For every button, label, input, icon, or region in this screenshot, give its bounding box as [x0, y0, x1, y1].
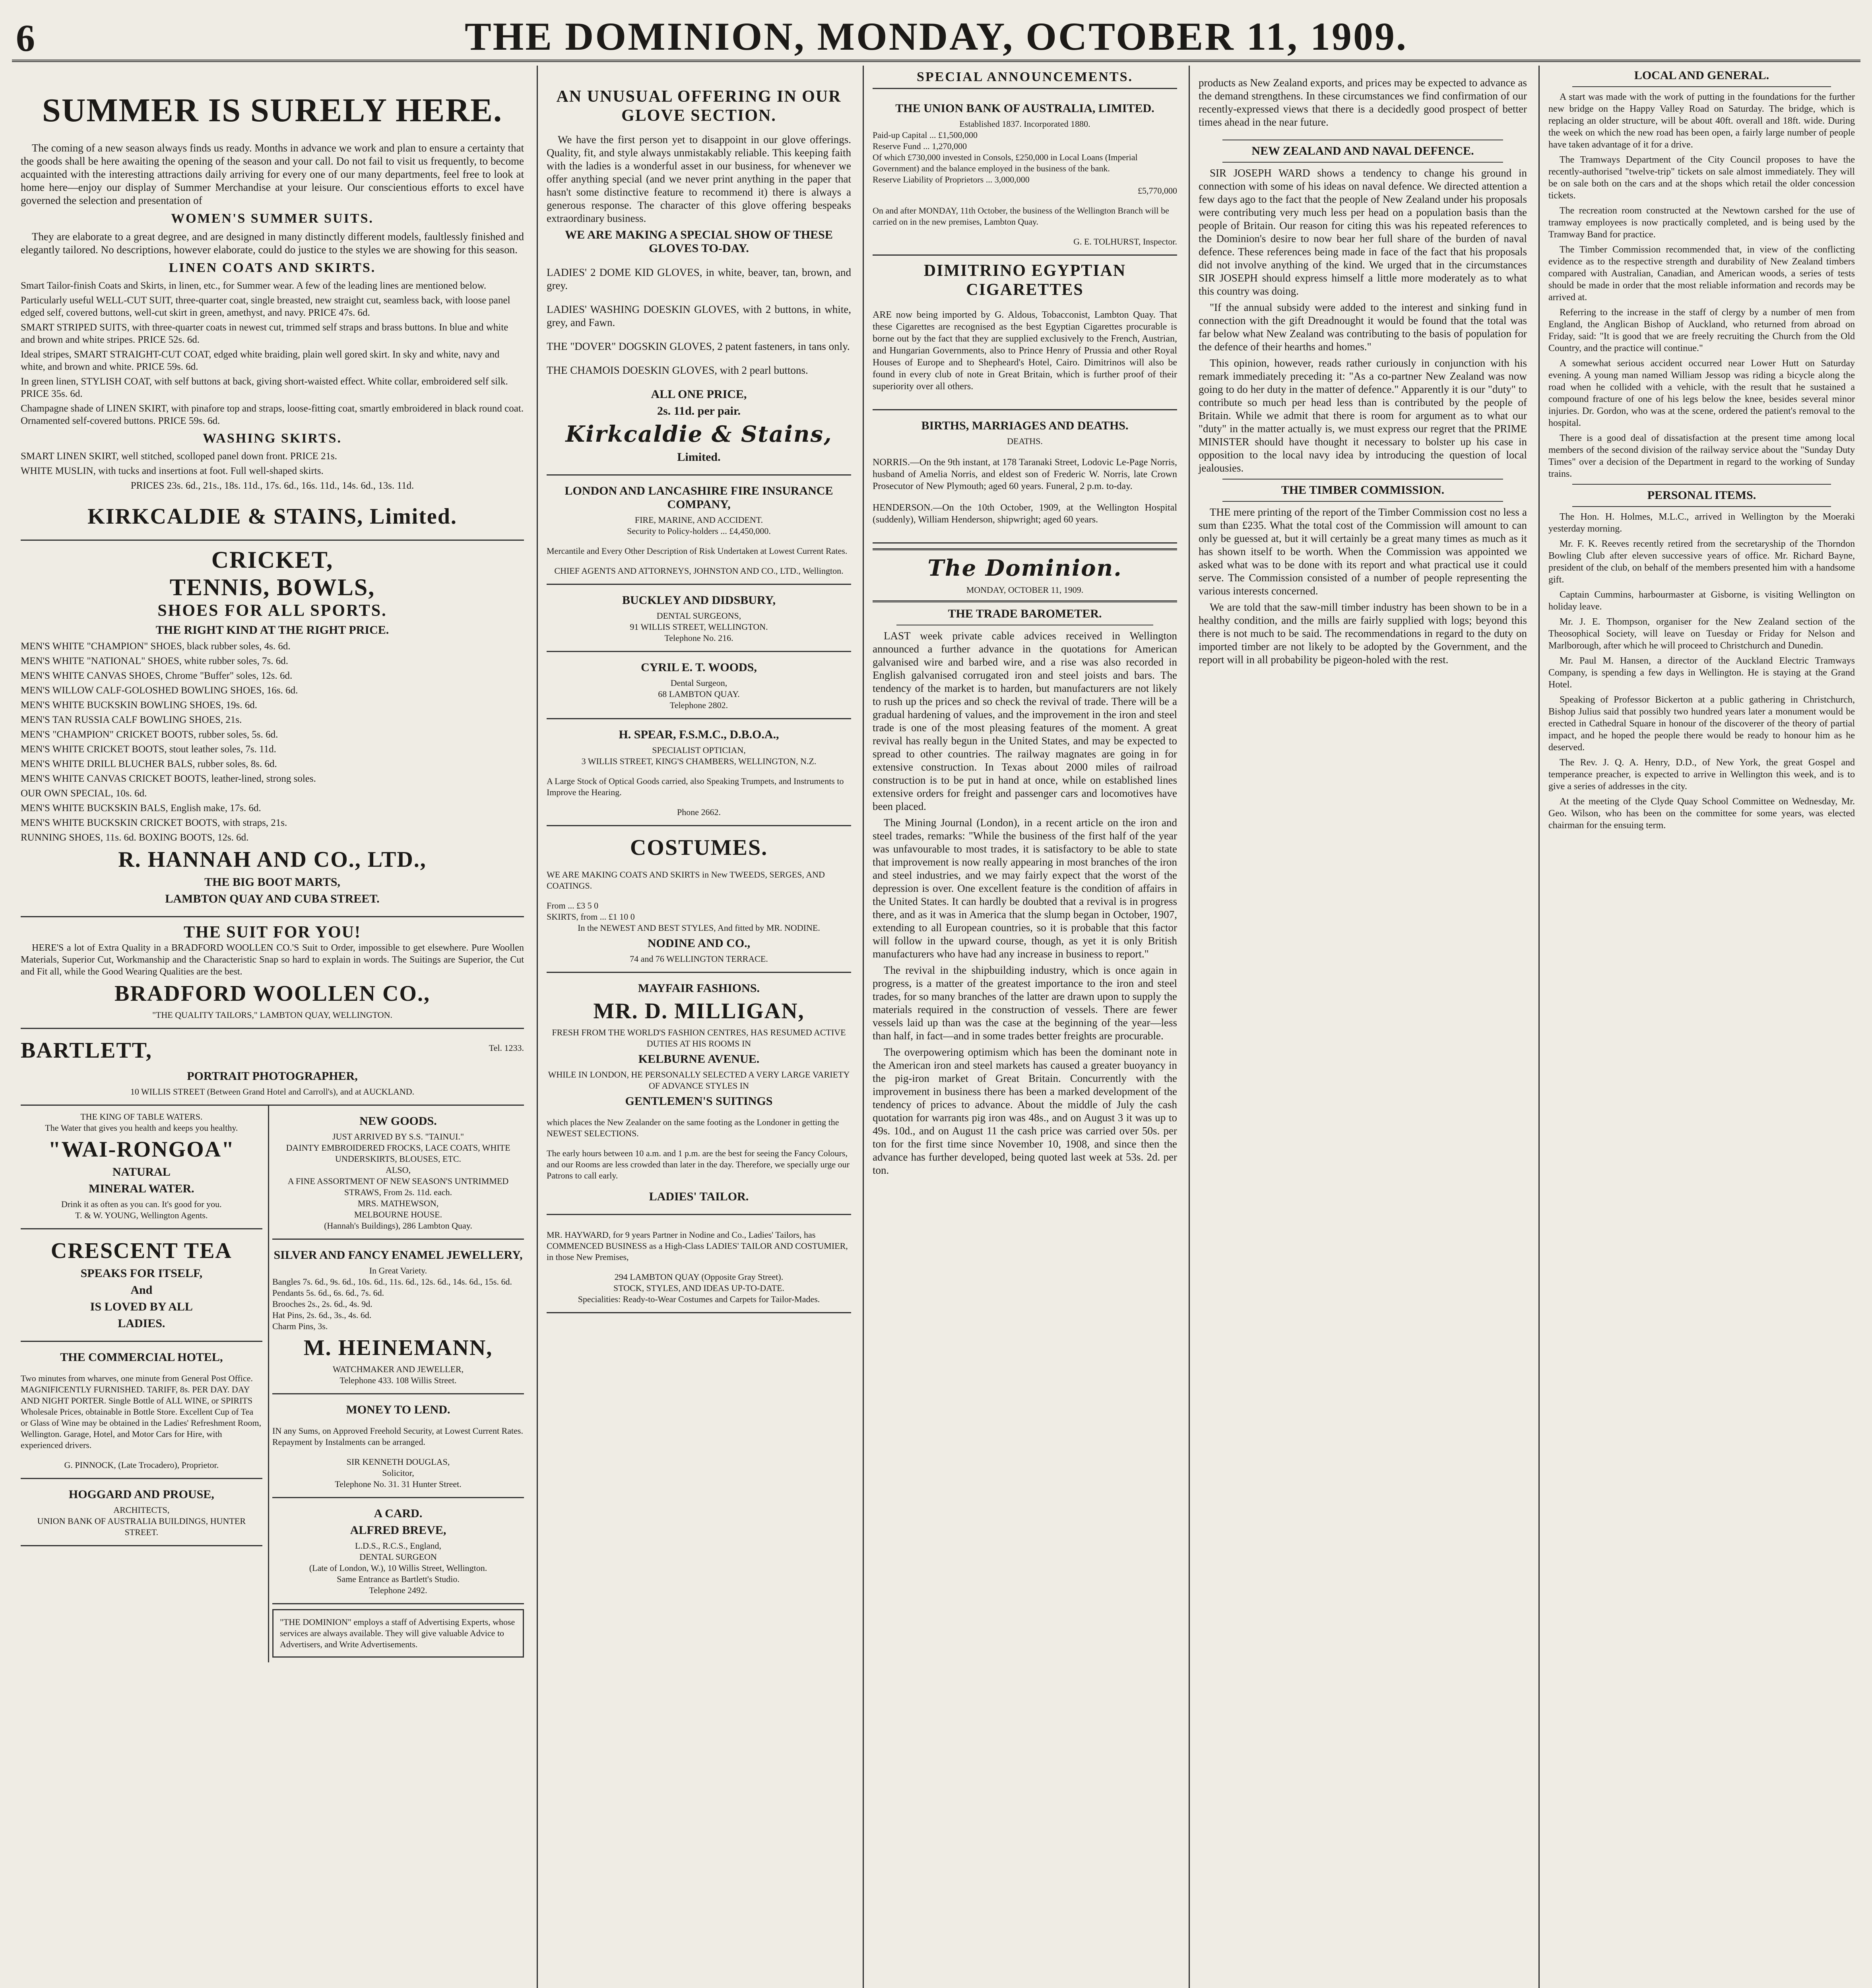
wairongoa-name: "WAI-RONGOA": [48, 1137, 235, 1162]
money-title: MONEY TO LEND.: [346, 1403, 450, 1416]
glove-item: LADIES' WASHING DOESKIN GLOVES, with 2 buttons, in white, grey, and Fawn.: [547, 303, 851, 328]
page-header: [12, 8, 1860, 62]
buckley-role: DENTAL SURGEONS,: [656, 611, 741, 621]
cricket-address: LAMBTON QUAY AND CUBA STREET.: [165, 892, 380, 905]
wairongoa-line3: MINERAL WATER.: [89, 1182, 194, 1195]
hoggard-address: UNION BANK OF AUSTRALIA BUILDINGS, HUNTER STREET.: [37, 1516, 246, 1537]
linen-title: LINEN COATS AND SKIRTS.: [169, 260, 376, 275]
defence-title: NEW ZEALAND AND NAVAL DEFENCE.: [1251, 144, 1474, 157]
cricket-item: MEN'S WHITE DRILL BLUCHER BALS, rubber soles, 8s. 6d.: [21, 759, 277, 769]
personal-item: The Rev. J. Q. A. Henry, D.D., of New York, the great Gospel and temperance preacher, is expected to arrive in Wellington this week, and is to give a series of addresses in the city.: [1548, 757, 1855, 792]
trade-barometer-article: [873, 607, 1177, 1177]
defence-para: This opinion, however, reads rather curiously in conjunction with his remark immediately preceding it: "As a co-partner New Zealand was now going to do her duty in the matter of defence." Apparently it is our "duty" to contribute so much per head less than is contributed by the people of Britain. While we admit that there is room for argument as to what our "duty" in the matter actually is, we must express our regret that the PRIME MINISTER should have thought it necessary to bolster up his case in opposition to the local navy idea by introducing the question of local jealousies.: [1199, 357, 1527, 474]
column-1: [12, 66, 533, 1988]
silver-trade: WATCHMAKER AND JEWELLER,: [332, 1364, 464, 1374]
newgoods-text1: DAINTY EMBROIDERED FROCKS, LACE COATS, WHITE UNDERSKIRTS, BLOUSES, ETC.: [286, 1143, 510, 1164]
cricket-item: MEN'S TAN RUSSIA CALF BOWLING SHOES, 21s.: [21, 714, 242, 725]
money-role: Solicitor,: [382, 1468, 414, 1478]
buckley-phone: Telephone No. 216.: [664, 633, 733, 643]
cricket-sub: THE BIG BOOT MARTS,: [204, 876, 340, 889]
hayward-text: MR. HAYWARD, for 9 years Partner in Nodine and Co., Ladies' Tailors, has COMMENCED BUSINESS as a High-Class LADIES' TAILOR AND COSTUMIER, in those New Premises,: [547, 1230, 848, 1262]
two-col-ads: [21, 1106, 524, 1662]
hayward-address: 294 LAMBTON QUAY (Opposite Gray Street).: [614, 1272, 784, 1282]
births-section: [873, 410, 1177, 544]
mayfair-name: MR. D. MILLIGAN,: [593, 999, 805, 1023]
newgoods-arrived: JUST ARRIVED BY S.S. "TAINUI.": [332, 1132, 464, 1142]
washing-title: WASHING SKIRTS.: [203, 431, 342, 446]
hotel-proprietor: G. PINNOCK, (Late Trocadero), Proprietor.: [64, 1460, 219, 1470]
newgoods-text2: A FINE ASSORTMENT OF NEW SEASON'S UNTRIMMED STRAWS, From 2s. 11d. each.: [287, 1176, 509, 1197]
bartlett-name: BARTLETT,: [21, 1038, 152, 1063]
cricket-line1: CRICKET,: [211, 547, 334, 573]
silver-item: Hat Pins, 2s. 6d., 3s., 4s. 6d.: [272, 1310, 372, 1320]
crescent-ad: [21, 1229, 262, 1342]
woods-role: Dental Surgeon,: [670, 678, 727, 688]
glove-text: We have the first person yet to disappoint in our glove offerings. Quality, fit, and style always unmistakably reliable. This keeping faith with the ladies is a wonderful asset in our business, for whenever we offer anything special (and we never print anything in the paper that hasn't some distinctive feature to recommend it) there is always a generous response. The character of this glove offering bespeaks extraordinary business.: [547, 134, 851, 224]
deaths-subhead: DEATHS.: [1007, 436, 1043, 446]
summer-ad: [21, 66, 524, 541]
washing-item: WHITE MUSLIN, with tucks and insertions at foot. Full well-shaped skirts.: [21, 466, 324, 476]
cricket-advertiser: R. HANNAH AND CO., LTD.,: [118, 847, 427, 872]
crescent-line2: SPEAKS FOR ITSELF,: [80, 1267, 203, 1280]
dimitrino-title: DIMITRINO EGYPTIAN CIGARETTES: [923, 262, 1126, 299]
glove-item: THE CHAMOIS DOESKIN GLOVES, with 2 pearl buttons.: [547, 364, 808, 376]
suit-title: THE SUIT FOR YOU!: [184, 923, 361, 942]
cricket-item: RUNNING SHOES, 11s. 6d. BOXING BOOTS, 12s. 6d.: [21, 832, 249, 843]
wairongoa-ad: [21, 1106, 262, 1229]
card-name: ALFRED BREVE,: [350, 1524, 446, 1537]
death-notice: NORRIS.—On the 9th instant, at 178 Taranaki Street, Lodovic Le-Page Norris, husband of Amelia Norris, and eldest son of Frederic W. Norris, late Crown Prosecutor of New Plymouth; aged 60 years. Funeral, 2 p.m. to-day.: [873, 457, 1177, 491]
column-3: [863, 66, 1186, 1988]
crescent-name: CRESCENT TEA: [50, 1239, 232, 1263]
costumes-cta: In the NEWEST AND BEST STYLES, And fitted by MR. NODINE.: [578, 923, 820, 933]
births-title: BIRTHS, MARRIAGES AND DEATHS.: [921, 419, 1129, 432]
suits-text: They are elaborate to a great degree, and are designed in many distinctly different models, faultlessly finished and elegantly tailored. No descriptions, however elaborate, could do justice to the styles we are showing for this season.: [21, 231, 524, 256]
insurance-security: Security to Policy-holders ... £4,450,000.: [627, 526, 771, 536]
column-5: [1538, 66, 1864, 1988]
timber-para: We are told that the saw-mill timber industry has been shown to be in a healthy condition, and the mills are fairly supplied with logs; beyond this there is not much to be said. The recommendations in regard to the duty on imported timber are not likely to be adopted by the Government, and the report will in all probability be pigeon-holed with the rest.: [1199, 601, 1527, 666]
silver-title: SILVER AND FANCY ENAMEL JEWELLERY,: [274, 1248, 523, 1262]
personal-title: PERSONAL ITEMS.: [1647, 489, 1756, 502]
suit-advertiser: BRADFORD WOOLLEN CO.,: [114, 981, 430, 1006]
silver-item: Charm Pins, 3s.: [272, 1321, 328, 1331]
wairongoa-intro: The Water that gives you health and keeps you healthy.: [45, 1123, 238, 1133]
costumes-ad: [547, 826, 851, 973]
newgoods-address: (Hannah's Buildings), 286 Lambton Quay.: [324, 1221, 472, 1231]
costumes-text: WE ARE MAKING COATS AND SKIRTS in New TWEEDS, SERGES, AND COATINGS.: [547, 870, 825, 891]
costumes-address: 74 and 76 WELLINGTON TERRACE.: [630, 954, 768, 964]
cricket-item: MEN'S WHITE CRICKET BOOTS, stout leather soles, 7s. 11d.: [21, 744, 276, 755]
suits-title: WOMEN'S SUMMER SUITS.: [171, 211, 374, 226]
money-address: Telephone No. 31. 31 Hunter Street.: [335, 1479, 462, 1489]
dominion-advertising-ad: "THE DOMINION" employs a staff of Advertising Experts, whose services are always available. They will give valuable Advice to Advertisers, and Write Advertisements.: [272, 1609, 524, 1658]
suit-text: HERE'S a lot of Extra Quality in a BRADFORD WOOLLEN CO.'S Suit to Order, impossible to get elsewhere. Pure Woollen Materials, Superior Cut, Workmanship and the Characteristic Snap so hard to explain in words. The Suitings are Superior, the Cut and Fit all, while the Good Wearing Qualities are the best.: [21, 943, 524, 977]
spear-ad: [547, 719, 851, 826]
barometer-para: The Mining Journal (London), in a recent article on the iron and steel trades, remarks: "While the business of the first half of the year was unfavourable to most trades, it is satisfactory to be able to state that improvement is now really appearing in most branches of the iron and steel industries, and we may fairly expect that the worst of the depression is over. One excellent feature is the condition of affairs in the United States. It can hardly be doubted that a revival is in progress there, and as it was in America that the slump began in October, 1907, extending to all European countries, so it is probable that this factor will follow in the upward course, though, as yet it is only British manufacturers who have had any increase in business to report.": [873, 817, 1177, 960]
crescent-line4: IS LOVED BY ALL: [90, 1300, 193, 1313]
mayfair-text2: WHILE IN LONDON, HE PERSONALLY SELECTED A VERY LARGE VARIETY OF ADVANCE STYLES IN: [548, 1070, 850, 1091]
card-role: DENTAL SURGEON: [359, 1552, 437, 1562]
insurance-ad: [547, 476, 851, 585]
wairongoa-tagline: Drink it as often as you can. It's good for you.: [61, 1199, 222, 1209]
insurance-text: Mercantile and Every Other Description of Risk Undertaken at Lowest Current Rates.: [547, 546, 848, 556]
newgoods-title: NEW GOODS.: [359, 1114, 437, 1128]
cricket-item: MEN'S WHITE BUCKSKIN BOWLING SHOES, 19s. 6d.: [21, 700, 258, 711]
hoggard-name: HOGGARD AND PROUSE,: [68, 1488, 214, 1501]
barometer-para: The revival in the shipbuilding industry, which is once again in progress, is a matter of the greatest importance to the iron and steel trades, for so many branches of the latter are drawn upon to supply the materials required in the construction of vessels. There are fewer vessels laid up than was the case at the beginning of the year—less than half, in fact—and in some trades better freights are procurable.: [873, 964, 1177, 1042]
cricket-tagline: THE RIGHT KIND AT THE RIGHT PRICE.: [155, 623, 389, 637]
cricket-item: MEN'S WHITE BUCKSKIN CRICKET BOOTS, with straps, 21s.: [21, 817, 287, 828]
bank-signed: G. E. TOLHURST, Inspector.: [1073, 237, 1177, 247]
money-ad: [272, 1394, 524, 1498]
bank-line: Reserve Liability of Proprietors ... 3,000,000: [873, 175, 1030, 184]
dominion-date: MONDAY, OCTOBER 11, 1909.: [966, 585, 1084, 595]
local-para: Referring to the increase in the staff of clergy by a number of men from England, the Anglican Bishop of Auckland, who returned from abroad on Friday, said: "It is good that we are freely recruiting the Church from the Old Country, and the practice will continue.": [1548, 307, 1855, 353]
cricket-line2: TENNIS, BOWLS,: [169, 574, 375, 600]
glove-price: 2s. 11d. per pair.: [657, 404, 741, 417]
spear-name: H. SPEAR, F.S.M.C., D.B.O.A.,: [619, 728, 779, 741]
card-address: (Late of London, W.), 10 Willis Street, Wellington.: [309, 1563, 487, 1573]
local-para: The recreation room constructed at the Newtown carshed for the use of tramway employees is now practically completed, and is being used by the Tramway Band for practice.: [1548, 206, 1855, 240]
dominion-flag: The Dominion.: [927, 555, 1122, 581]
cricket-item: MEN'S WHITE "CHAMPION" SHOES, black rubber soles, 4s. 6d.: [21, 641, 291, 652]
woods-name: CYRIL E. T. WOODS,: [641, 661, 757, 674]
cricket-ad: [21, 541, 524, 917]
cricket-item: MEN'S "CHAMPION" CRICKET BOOTS, rubber soles, 5s. 6d.: [21, 729, 278, 740]
dimitrino-text: ARE now being imported by G. Aldous, Tobacconist, Lambton Quay. That these Cigarettes are recognised as the best Egyptian Cigarettes procurable is borne out by the fact that they are supplied exclusively to the French, Austrian, and Hungarian Governments, also to Prince Henry of Prussia and other Royal Houses of Europe and to Shepheard's Hotel, Cairo. Dimitrinos will also be found in every club of note in Great Britain, which is further proof of their superiority over all others.: [873, 310, 1177, 392]
woods-phone: Telephone 2802.: [669, 700, 728, 710]
hotel-text: Two minutes from wharves, one minute from General Post Office. MAGNIFICENTLY FURNISHED. TARIFF, 8s. PER DAY. DAY AND NIGHT PORTER. Single Bottle of ALL WINE, or SPIRITS Wholesale Prices, obtainable in Bottle Store. Excellent Cup of Tea or Glass of Wine may be obtained in the Ladies' Refreshment Room, Wellington. Garage, Hotel, and Motor Cars for Hire, with experienced drivers.: [21, 1373, 262, 1450]
newgoods-house: MELBOURNE HOUSE.: [354, 1209, 442, 1219]
insurance-lines: FIRE, MARINE, AND ACCIDENT.: [634, 515, 763, 525]
local-para: The Tramways Department of the City Council proposes to have the recently-authorised "twelve-trip" tickets on sale almost immediately. They will be on sale both on the cars and at the shops which retail the older concession tickets.: [1548, 155, 1855, 201]
timber-para: THE mere printing of the report of the Timber Commission cost no less a sum than £235. What the total cost of the Commission will amount to can only be guessed at, but it will certainly be a great many times as much as it has shown itself to be worth. When the Commission was appointed we asked what was to be done with its report and what practical use it could serve. The Commission consisted of a number of people representing the various interests concerned.: [1199, 506, 1527, 597]
bank-notice: [873, 93, 1177, 256]
bartlett-address: 10 WILLIS STREET (Between Grand Hotel and Carroll's), and at AUCKLAND.: [130, 1087, 415, 1097]
card-title: A CARD.: [374, 1507, 423, 1520]
barometer-continued: products as New Zealand exports, and prices may be expected to advance as the demand strengthens. In these circumstances we find confirmation of our recently-expressed views that there is a decidedly good prospect of better times ahead in the near future.: [1199, 77, 1527, 128]
silver-ad: [272, 1240, 524, 1394]
glove-item: LADIES' 2 DOME KID GLOVES, in white, beaver, tan, brown, and grey.: [547, 266, 851, 291]
mayfair-title: MAYFAIR FASHIONS.: [638, 982, 760, 995]
barometer-para: LAST week private cable advices received in Wellington announced a further advance in the quotations for American galvanised wire and barbed wire, and a rise was also recorded in English galvanised corrugated iron and steel joists and bars. The tendency of the market is to harden, but manufacturers are not likely to rush up the prices and so check the revival of trade. There will be a gradual hardening of values, and the improvement in the iron and steel trade is one of the most pleasing features of the moment. A great revival has really begun in the United States, and may be expected to spread to other countries. The railway magnates are going in for extensive construction. In Texas about 2000 miles of railroad construction is to be put in hand at once, while on established lines extensive orders for freight and passenger cars and locomotives have been placed.: [873, 630, 1177, 812]
buckley-address: 91 WILLIS STREET, WELLINGTON.: [630, 622, 768, 632]
card-quals: L.D.S., R.C.S., England,: [355, 1541, 441, 1551]
silver-item: Brooches 2s., 2s. 6d., 4s. 9d.: [272, 1299, 372, 1309]
glove-ad: [547, 66, 851, 476]
bank-line: £5,770,000: [1138, 186, 1177, 196]
personal-item: The Hon. H. Holmes, M.L.C., arrived in Wellington by the Moeraki yesterday morning.: [1548, 512, 1855, 534]
personal-item: Mr. Paul M. Hansen, a director of the Auckland Electric Tramways Company, is spending a few days in Wellington. He is staying at the Grand Hotel.: [1548, 656, 1855, 690]
timber-commission-article: [1199, 483, 1527, 666]
silver-item: Bangles 7s. 6d., 9s. 6d., 10s. 6d., 11s. 6d., 12s. 6d., 14s. 6d., 15s. 6d.: [272, 1277, 512, 1287]
card-note: Same Entrance as Bartlett's Studio.: [337, 1574, 460, 1584]
barometer-title: THE TRADE BAROMETER.: [948, 607, 1102, 620]
spear-address: 3 WILLIS STREET, KING'S CHAMBERS, WELLINGTON, N.Z.: [581, 756, 817, 766]
money-text: IN any Sums, on Approved Freehold Security, at Lowest Current Rates. Repayment by Instalments can be arranged.: [272, 1426, 523, 1447]
card-ad: [272, 1498, 524, 1604]
bartlett-tel: Tel. 1233.: [489, 1043, 524, 1053]
mayfair-text4: The early hours between 10 a.m. and 1 p.m. are the best for seeing the Fancy Colours, and our Rooms are less crowded than later in the day. Therefore, we specially urge our Patrons to call early.: [547, 1148, 850, 1180]
silver-item: Pendants 5s. 6d., 6s. 6d., 7s. 6d.: [272, 1288, 384, 1298]
woods-ad: [547, 652, 851, 719]
glove-item: THE "DOVER" DOGSKIN GLOVES, 2 patent fasteners, in tans only.: [547, 340, 850, 352]
summer-intro: The coming of a new season always finds us ready. Months in advance we work and plan to ensure a certainty that the goods shall be here awaiting the opening of the season and your call. Do not fail to visit us frequently, to become acquainted with the interesting attractions daily arriving for every one of our many departments, feel free to look at home here—enjoy our display of Summer Merchandise at your leisure. Our conscientious efforts to excel have governed the selection and presentation of: [21, 142, 524, 206]
special-announcements-title: SPECIAL ANNOUNCEMENTS.: [873, 70, 1177, 89]
wairongoa-kicker: THE KING OF TABLE WATERS.: [80, 1112, 203, 1122]
cricket-item: MEN'S WHITE CANVAS SHOES, Chrome "Buffer" soles, 12s. 6d.: [21, 670, 293, 681]
hotel-ad: [21, 1342, 262, 1479]
bank-est: Established 1837. Incorporated 1880.: [959, 119, 1090, 129]
linen-item: Ideal stripes, SMART STRAIGHT-CUT COAT, edged white braiding, plain well gored skirt. In sky and white, navy and white, and brown and white. PRICE 59s. 6d.: [21, 349, 500, 372]
costumes-title: COSTUMES.: [630, 835, 768, 860]
linen-item: Champagne shade of LINEN SKIRT, with pinafore top and straps, loose-fitting coat, smartly embroidered in black round coat. Ornamented self-covered buttons. PRICE 59s. 6d.: [21, 403, 524, 426]
linen-item: SMART STRIPED SUITS, with three-quarter coats in newest cut, trimmed self straps and brass buttons. In blue and white and brown and white stripes. PRICE 52s. 6d.: [21, 322, 508, 345]
glove-advertiser: Kirkcaldie & Stains,: [565, 421, 832, 447]
newgoods-ad: [272, 1106, 524, 1240]
barometer-para: The overpowering optimism which has been the dominant note in the American iron and steel markets has caused a greater buoyancy in the pig-iron market of Great Britain. Concurrently with the improvement in business there has been a marked development of the tendency of prices to advance. About the middle of July the cash quotation for warrants pig iron was 48s., and on August 3 it was up to 49s. 10d., and on August 11 the cash price was carried over 50s. per ton for the first time since November 10, 1908, and since then the advance has further developed, being quoted last week at 53s. 2d. per ton.: [873, 1046, 1177, 1176]
glove-price-label: ALL ONE PRICE,: [651, 388, 747, 401]
newgoods-name: MRS. MATHEWSON,: [357, 1198, 439, 1208]
personal-item: Speaking of Professor Bickerton at a public gathering in Christchurch, Bishop Julius said that possibly two hundred years later a monument would be erected in Cathedral Square in honour of the discoverer of the theory of partial impact, and he hoped the people there would be ready to honour him as he deserved.: [1548, 695, 1855, 753]
suit-ad: [21, 917, 524, 1029]
cricket-line3: SHOES FOR ALL SPORTS.: [157, 602, 387, 620]
mayfair-ad: [547, 973, 851, 1215]
summer-headline: SUMMER IS SURELY HERE.: [42, 92, 503, 129]
hoggard-ad: [21, 1479, 262, 1546]
cricket-item: MEN'S WHITE CANVAS CRICKET BOOTS, leather-lined, strong soles.: [21, 773, 316, 784]
cricket-item: MEN'S WHITE BUCKSKIN BALS, English make, 17s. 6d.: [21, 803, 261, 813]
insurance-agents: CHIEF AGENTS AND ATTORNEYS, JOHNSTON AND CO., LTD., Wellington.: [554, 566, 844, 576]
dimitrino-ad: [873, 256, 1177, 410]
ads-left: [21, 1106, 269, 1662]
washing-item: SMART LINEN SKIRT, well stitched, scolloped panel down front. PRICE 21s.: [21, 451, 338, 462]
crescent-line3: And: [130, 1283, 153, 1297]
linen-item: Particularly useful WELL-CUT SUIT, three-quarter coat, single breasted, new straight cut, seamless back, with loose panel edged self, covered buttons, well-cut skirt in green, amethyst, and navy. PRICE 47s. 6d.: [21, 295, 510, 318]
timber-title: THE TIMBER COMMISSION.: [1281, 483, 1445, 497]
spear-phone: Phone 2662.: [677, 807, 721, 817]
defence-para: "If the annual subsidy were added to the interest and sinking fund in connection with the gift Dreadnought it would be found that the total was far below what New Zealand was contributing to the basis of population for the defence of their hearths and homes.": [1199, 301, 1527, 353]
column-2: [537, 66, 860, 1988]
mayfair-footer: LADIES' TAILOR.: [649, 1190, 749, 1203]
buckley-ad: [547, 585, 851, 652]
hotel-title: THE COMMERCIAL HOTEL,: [60, 1351, 223, 1364]
personal-item: Mr. F. K. Reeves recently retired from the secretaryship of the Thorndon Bowling Club after eleven successive years of office. Mr. Richard Bayne, president of the club, on behalf of the members presented him with a handsome gift.: [1548, 539, 1855, 585]
page-number: 6: [16, 17, 35, 59]
money-name: SIR KENNETH DOUGLAS,: [346, 1457, 450, 1467]
hayward-specialities: Specialities: Ready-to-Wear Costumes and Carpets for Tailor-Mades.: [578, 1294, 820, 1304]
bartlett-ad: [21, 1029, 524, 1106]
suit-tagline: "THE QUALITY TAILORS," LAMBTON QUAY, WELLINGTON.: [152, 1010, 393, 1020]
newgoods-also: ALSO,: [386, 1165, 411, 1175]
hoggard-role: ARCHITECTS,: [113, 1505, 170, 1515]
spear-text: A Large Stock of Optical Goods carried, also Speaking Trumpets, and Instruments to Improve the Hearing.: [547, 776, 844, 797]
local-title: LOCAL AND GENERAL.: [1634, 69, 1769, 82]
personal-items-section: [1548, 489, 1855, 831]
hayward-ad: [547, 1215, 851, 1313]
silver-address: Telephone 433. 108 Willis Street.: [339, 1375, 457, 1385]
local-para: A somewhat serious accident occurred near Lower Hutt on Saturday evening. A young man named William Jessop was riding a bicycle along the road when he collided with a vehicle, with the result that he sustained a compound fracture of one of his legs below the knee, besides several minor injuries. Dr. Gordon, who was at the scene, ordered the patient's removal to the hospital.: [1548, 358, 1855, 428]
naval-defence-article: [1199, 144, 1527, 475]
linen-item: In green linen, STYLISH COAT, with self buttons at back, giving short-waisted effect. White collar, embroidered self silk. PRICE 35s. 6d.: [21, 376, 508, 399]
personal-item: Mr. J. E. Thompson, organiser for the New Zealand section of the Theosophical Society, will leave on Tuesday or Friday for Nelson and Marlborough, after which he will proceed to Christchurch and Dunedin.: [1548, 617, 1855, 651]
local-para: There is a good deal of dissatisfaction at the present time among local members of the second division of the railway service about the "Sunday Duty Times" over a decision of the Department in regard to the working of Sunday trains.: [1548, 433, 1855, 479]
glove-special: WE ARE MAKING A SPECIAL SHOW OF THESE GLOVES TO-DAY.: [565, 228, 833, 255]
defence-para: SIR JOSEPH WARD shows a tendency to change his ground in connection with some of his ideas on naval defence. We directed attention a few days ago to the fact that the people of New Zealand under his proposals were contributing very much less per head on a population basis than the people of Britain. Our reason for citing this was his repeated references to the Dominion's desire to now bear her full share of the burden of naval defence. These references being made in face of the fact that his proposals did not involve anything of the kind. We urged that in the circumstances SIR JOSEPH should express himself a little more moderately as to what this country was doing.: [1199, 167, 1527, 297]
bank-line: Paid-up Capital ... £1,500,000: [873, 130, 978, 140]
ads-right: [272, 1106, 524, 1662]
costumes-price: SKIRTS, from ... £1 10 0: [547, 912, 635, 922]
death-notice: HENDERSON.—On the 10th October, 1909, at the Wellington Hospital (suddenly), William Henderson, shipwright; aged 60 years.: [873, 503, 1177, 525]
cricket-item: OUR OWN SPECIAL, 10s. 6d.: [21, 788, 147, 799]
local-para: The Timber Commission recommended that, in view of the conflicting evidence as to the respective strength and durability of New Zealand timbers compared with Australian, Canadian, and American woods, a series of tests should be made in order that the most reliable information and records may be arrived at.: [1548, 245, 1855, 303]
personal-item: At the meeting of the Clyde Quay School Committee on Wednesday, Mr. Geo. Wilson, who has been on the committee for some years, was elected chairman for the ensuing term.: [1548, 796, 1855, 831]
mayfair-venue2: GENTLEMEN'S SUITINGS: [625, 1095, 773, 1108]
woods-address: 68 LAMBTON QUAY.: [658, 689, 740, 699]
personal-item: Captain Cummins, harbourmaster at Gisborne, is visiting Wellington on holiday leave.: [1548, 590, 1855, 612]
mayfair-text: FRESH FROM THE WORLD'S FASHION CENTRES, HAS RESUMED ACTIVE DUTIES AT HIS ROOMS IN: [552, 1027, 846, 1048]
buckley-name: BUCKLEY AND DIDSBURY,: [622, 594, 776, 607]
wairongoa-line2: NATURAL: [112, 1165, 171, 1178]
linen-item: Smart Tailor-finish Coats and Skirts, in linen, etc., for Summer wear. A few of the leading lines are mentioned below.: [21, 280, 487, 291]
wairongoa-agent: T. & W. YOUNG, Wellington Agents.: [75, 1210, 208, 1220]
bank-line: Reserve Fund ... 1,270,000: [873, 141, 967, 151]
cricket-item: MEN'S WILLOW CALF-GOLOSHED BOWLING SHOES, 16s. 6d.: [21, 685, 298, 696]
costumes-price: From ... £3 5 0: [547, 901, 599, 911]
washing-item: PRICES 23s. 6d., 21s., 18s. 11d., 17s. 6d., 16s. 11d., 14s. 6d., 13s. 11d.: [130, 480, 414, 491]
local-general-section: [1548, 69, 1855, 480]
glove-limited: Limited.: [677, 450, 721, 464]
glove-title: AN UNUSUAL OFFERING IN OUR GLOVE SECTION.: [556, 87, 842, 125]
bank-text: On and after MONDAY, 11th October, the business of the Wellington Branch will be carried on in the new premises, Lambton Quay.: [873, 206, 1169, 227]
silver-advertiser: M. HEINEMANN,: [303, 1336, 493, 1360]
cricket-item: MEN'S WHITE "NATIONAL" SHOES, white rubber soles, 7s. 6d.: [21, 656, 289, 666]
bank-name: THE UNION BANK OF AUSTRALIA, LIMITED.: [895, 102, 1154, 115]
bartlett-trade: PORTRAIT PHOTOGRAPHER,: [187, 1070, 358, 1083]
silver-sub: In Great Variety.: [369, 1266, 427, 1276]
mayfair-text3: which places the New Zealander on the same footing as the Londoner in getting the NEWEST SELECTIONS.: [547, 1117, 839, 1138]
insurance-name: LONDON AND LANCASHIRE FIRE INSURANCE COMPANY,: [565, 484, 833, 511]
costumes-firm: NODINE AND CO.,: [647, 937, 751, 950]
summer-advertiser: KIRKCALDIE & STAINS, Limited.: [87, 504, 457, 529]
card-phone: Telephone 2492.: [369, 1585, 427, 1595]
bank-line: Of which £730,000 invested in Consols, £250,000 in Local Loans (Imperial Government) and the balance employed in the business of the bank.: [873, 152, 1138, 173]
hayward-footer: STOCK, STYLES, AND IDEAS UP-TO-DATE.: [613, 1283, 785, 1293]
spear-role: SPECIALIST OPTICIAN,: [652, 745, 746, 755]
column-4: [1189, 66, 1536, 1988]
page-title: THE DOMINION, MONDAY, OCTOBER 11, 1909.: [464, 14, 1408, 58]
mayfair-venue: KELBURNE AVENUE.: [638, 1052, 760, 1066]
local-para: A start was made with the work of putting in the foundations for the further new bridge on the Happy Valley Road on Saturday. The bridge, which is replacing an older structure, will be about 40ft. overall and 18ft. wide. During the week on which the new road has been open, a fairly large number of people have taken advantage of it for a drive.: [1548, 92, 1855, 150]
crescent-line5: LADIES.: [118, 1317, 165, 1330]
